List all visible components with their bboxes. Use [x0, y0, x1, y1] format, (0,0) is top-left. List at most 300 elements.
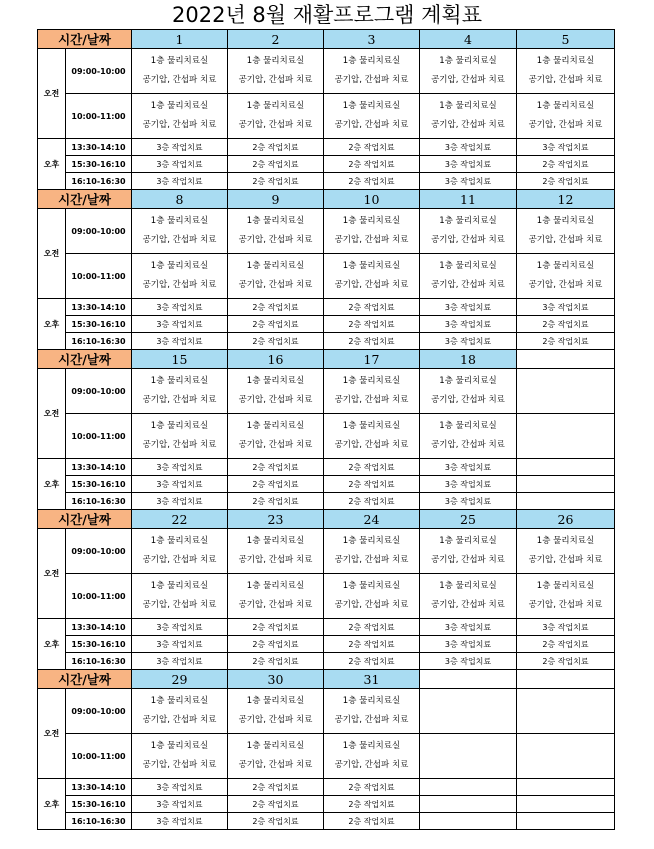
- pm-session-cell: 3층 작업치료: [517, 299, 615, 316]
- time-slot: 16:10-16:30: [66, 173, 132, 190]
- pm-session-cell: 2층 작업치료: [324, 333, 420, 350]
- pm-row: [38, 493, 615, 510]
- pm-session-cell: [420, 779, 517, 796]
- am-session-cell: [324, 209, 420, 254]
- am-session-therapy: 공기압, 간섭파 치료: [431, 235, 505, 245]
- pm-session-cell: 2층 작업치료: [324, 173, 420, 190]
- am-session-therapy: 공기압, 간섭파 치료: [334, 555, 409, 565]
- am-session-therapy: 공기압, 간섭파 치료: [238, 280, 313, 290]
- period-am-label: 오전: [38, 49, 66, 139]
- am-session-therapy: 공기압, 간섭파 치료: [528, 555, 603, 565]
- am-session-location: 1층 물리치료실: [246, 741, 305, 751]
- pm-session-cell: 2층 작업치료: [324, 796, 420, 813]
- am-session-location: 1층 물리치료실: [439, 536, 497, 546]
- day-number: 26: [517, 510, 615, 529]
- period-am-label: 오전: [38, 689, 66, 779]
- am-session-cell: [517, 689, 615, 734]
- time-slot: 15:30-16:10: [66, 796, 132, 813]
- am-session-therapy: 공기압, 간섭파 치료: [142, 235, 217, 245]
- am-session-location: 1층 물리치료실: [342, 56, 401, 66]
- am-session-location: 1층 물리치료실: [150, 696, 209, 706]
- pm-session-cell: 3층 작업치료: [132, 156, 228, 173]
- am-session-location: 1층 물리치료실: [439, 216, 497, 226]
- time-slot: 13:30-14:10: [66, 139, 132, 156]
- time-slot: 15:30-16:10: [66, 316, 132, 333]
- schedule-table: [37, 29, 615, 830]
- pm-row: [38, 299, 615, 316]
- am-session-cell: [517, 49, 615, 94]
- am-row: [38, 529, 615, 574]
- pm-session-cell: 2층 작업치료: [228, 653, 324, 670]
- period-am-label: 오전: [38, 529, 66, 619]
- pm-row: [38, 813, 615, 830]
- am-session-cell: [420, 254, 517, 299]
- am-session-cell: [228, 254, 324, 299]
- am-session-therapy: 공기압, 간섭파 치료: [431, 600, 505, 610]
- pm-session-cell: 2층 작업치료: [228, 493, 324, 510]
- am-session-cell: [132, 414, 228, 459]
- week-header-row: [38, 670, 615, 689]
- am-session-cell: [420, 529, 517, 574]
- am-session-cell: [420, 94, 517, 139]
- am-session-therapy: 공기압, 간섭파 치료: [334, 120, 409, 130]
- week-header-row: [38, 190, 615, 209]
- pm-session-cell: 3층 작업치료: [420, 636, 517, 653]
- time-slot: 10:00-11:00: [66, 254, 132, 299]
- am-session-cell: [420, 734, 517, 779]
- am-session-cell: [517, 209, 615, 254]
- period-pm-label: 오후: [38, 299, 66, 350]
- am-session-therapy: 공기압, 간섭파 치료: [142, 760, 217, 770]
- week-header-row: [38, 350, 615, 369]
- pm-session-cell: 2층 작업치료: [324, 316, 420, 333]
- pm-session-cell: 3층 작업치료: [420, 139, 517, 156]
- pm-row: [38, 316, 615, 333]
- pm-session-cell: 3층 작업치료: [132, 636, 228, 653]
- am-session-location: 1층 물리치료실: [246, 376, 305, 386]
- time-slot: 15:30-16:10: [66, 636, 132, 653]
- pm-row: [38, 796, 615, 813]
- am-session-therapy: 공기압, 간섭파 치료: [238, 760, 313, 770]
- pm-session-cell: [517, 813, 615, 830]
- am-session-location: 1층 물리치료실: [342, 216, 401, 226]
- am-session-therapy: 공기압, 간섭파 치료: [142, 715, 217, 725]
- am-session-location: 1층 물리치료실: [246, 261, 305, 271]
- am-session-location: 1층 물리치료실: [536, 216, 595, 226]
- pm-session-cell: 2층 작업치료: [228, 333, 324, 350]
- pm-row: [38, 173, 615, 190]
- am-session-location: 1층 물리치료실: [150, 421, 209, 431]
- am-session-therapy: 공기압, 간섭파 치료: [528, 600, 603, 610]
- am-session-therapy: 공기압, 간섭파 치료: [142, 75, 217, 85]
- day-number: 30: [228, 670, 324, 689]
- day-number: 5: [517, 30, 615, 49]
- am-session-therapy: 공기압, 간섭파 치료: [238, 600, 313, 610]
- am-row: [38, 369, 615, 414]
- pm-session-cell: 2층 작업치료: [324, 653, 420, 670]
- am-session-location: 1층 물리치료실: [342, 376, 401, 386]
- am-session-therapy: 공기압, 간섭파 치료: [142, 440, 217, 450]
- am-session-location: 1층 물리치료실: [246, 216, 305, 226]
- am-session-cell: [517, 529, 615, 574]
- pm-session-cell: 3층 작업치료: [132, 779, 228, 796]
- am-session-cell: [228, 529, 324, 574]
- am-session-cell: [324, 94, 420, 139]
- am-row: [38, 734, 615, 779]
- am-session-location: 1층 물리치료실: [536, 536, 595, 546]
- pm-row: [38, 636, 615, 653]
- am-session-therapy: 공기압, 간섭파 치료: [238, 75, 313, 85]
- am-session-therapy: 공기압, 간섭파 치료: [238, 555, 313, 565]
- week-header-row: [38, 510, 615, 529]
- pm-session-cell: [517, 459, 615, 476]
- period-am-label: 오전: [38, 209, 66, 299]
- am-session-therapy: 공기압, 간섭파 치료: [334, 715, 409, 725]
- pm-session-cell: 3층 작업치료: [420, 333, 517, 350]
- time-slot: 10:00-11:00: [66, 94, 132, 139]
- pm-session-cell: 2층 작업치료: [228, 779, 324, 796]
- am-session-location: 1층 물리치료실: [342, 421, 401, 431]
- am-session-location: 1층 물리치료실: [536, 261, 595, 271]
- time-slot: 15:30-16:10: [66, 156, 132, 173]
- pm-session-cell: 2층 작업치료: [324, 139, 420, 156]
- am-session-therapy: 공기압, 간섭파 치료: [431, 440, 505, 450]
- pm-session-cell: 3층 작업치료: [132, 173, 228, 190]
- time-slot: 09:00-10:00: [66, 369, 132, 414]
- am-session-cell: [420, 574, 517, 619]
- am-session-cell: [132, 369, 228, 414]
- am-session-therapy: 공기압, 간섭파 치료: [142, 280, 217, 290]
- am-session-location: 1층 물리치료실: [246, 536, 305, 546]
- pm-session-cell: 3층 작업치료: [132, 493, 228, 510]
- am-session-location: 1층 물리치료실: [536, 581, 595, 591]
- am-session-therapy: 공기압, 간섭파 치료: [334, 235, 409, 245]
- time-slot: 09:00-10:00: [66, 209, 132, 254]
- time-slot: 13:30-14:10: [66, 619, 132, 636]
- day-number: 4: [420, 30, 517, 49]
- am-session-therapy: 공기압, 간섭파 치료: [334, 280, 409, 290]
- am-session-cell: [324, 254, 420, 299]
- time-slot: 10:00-11:00: [66, 734, 132, 779]
- pm-session-cell: 2층 작업치료: [324, 156, 420, 173]
- am-session-cell: [228, 49, 324, 94]
- am-session-cell: [324, 734, 420, 779]
- day-number: 16: [228, 350, 324, 369]
- pm-row: [38, 459, 615, 476]
- pm-session-cell: 3층 작업치료: [420, 493, 517, 510]
- pm-session-cell: 3층 작업치료: [132, 139, 228, 156]
- day-number: 10: [324, 190, 420, 209]
- am-session-location: 1층 물리치료실: [150, 581, 209, 591]
- pm-session-cell: 3층 작업치료: [132, 476, 228, 493]
- day-number: 22: [132, 510, 228, 529]
- day-number: [517, 350, 615, 369]
- am-session-therapy: 공기압, 간섭파 치료: [142, 600, 217, 610]
- pm-session-cell: 2층 작업치료: [324, 619, 420, 636]
- day-number: 31: [324, 670, 420, 689]
- am-session-cell: [132, 94, 228, 139]
- pm-session-cell: 2층 작업치료: [517, 173, 615, 190]
- period-pm-label: 오후: [38, 779, 66, 830]
- pm-session-cell: 3층 작업치료: [132, 316, 228, 333]
- pm-session-cell: 3층 작업치료: [420, 299, 517, 316]
- time-slot: 15:30-16:10: [66, 476, 132, 493]
- am-row: [38, 414, 615, 459]
- day-number: 29: [132, 670, 228, 689]
- am-session-therapy: 공기압, 간섭파 치료: [431, 280, 505, 290]
- am-row: [38, 94, 615, 139]
- am-session-therapy: 공기압, 간섭파 치료: [334, 440, 409, 450]
- day-number: 18: [420, 350, 517, 369]
- am-session-cell: [228, 94, 324, 139]
- am-row: [38, 254, 615, 299]
- pm-session-cell: [420, 813, 517, 830]
- am-session-cell: [132, 529, 228, 574]
- pm-session-cell: 2층 작업치료: [228, 316, 324, 333]
- day-number: 1: [132, 30, 228, 49]
- am-session-cell: [420, 49, 517, 94]
- am-session-location: 1층 물리치료실: [150, 741, 209, 751]
- pm-session-cell: 2층 작업치료: [228, 796, 324, 813]
- am-session-location: 1층 물리치료실: [342, 741, 401, 751]
- am-session-cell: [228, 414, 324, 459]
- am-session-therapy: 공기압, 간섭파 치료: [238, 440, 313, 450]
- day-number: 23: [228, 510, 324, 529]
- pm-row: [38, 779, 615, 796]
- pm-session-cell: 2층 작업치료: [228, 813, 324, 830]
- pm-row: [38, 619, 615, 636]
- am-session-therapy: 공기압, 간섭파 치료: [142, 395, 217, 405]
- pm-session-cell: 3층 작업치료: [420, 156, 517, 173]
- time-date-label: 시간/날짜: [38, 510, 132, 529]
- period-pm-label: 오후: [38, 619, 66, 670]
- time-date-label: 시간/날짜: [38, 350, 132, 369]
- am-session-therapy: 공기압, 간섭파 치료: [238, 715, 313, 725]
- am-session-cell: [132, 49, 228, 94]
- pm-session-cell: 2층 작업치료: [324, 476, 420, 493]
- am-session-location: 1층 물리치료실: [246, 581, 305, 591]
- pm-session-cell: 2층 작업치료: [324, 779, 420, 796]
- pm-session-cell: 2층 작업치료: [324, 813, 420, 830]
- time-slot: 09:00-10:00: [66, 49, 132, 94]
- am-session-cell: [324, 369, 420, 414]
- am-session-location: 1층 물리치료실: [342, 536, 401, 546]
- am-session-location: 1층 물리치료실: [150, 216, 209, 226]
- am-session-cell: [517, 414, 615, 459]
- am-session-location: 1층 물리치료실: [246, 56, 305, 66]
- am-session-therapy: 공기압, 간섭파 치료: [238, 120, 313, 130]
- pm-row: [38, 653, 615, 670]
- day-number: [517, 670, 615, 689]
- week-header-row: [38, 30, 615, 49]
- pm-session-cell: 2층 작업치료: [228, 476, 324, 493]
- pm-session-cell: 3층 작업치료: [132, 796, 228, 813]
- period-am-label: 오전: [38, 369, 66, 459]
- am-session-cell: [132, 574, 228, 619]
- am-session-location: 1층 물리치료실: [439, 421, 497, 431]
- am-session-cell: [228, 734, 324, 779]
- am-session-cell: [132, 209, 228, 254]
- pm-session-cell: 2층 작업치료: [324, 459, 420, 476]
- day-number: 12: [517, 190, 615, 209]
- day-number: 2: [228, 30, 324, 49]
- pm-session-cell: 3층 작업치료: [132, 813, 228, 830]
- time-slot: 16:10-16:30: [66, 493, 132, 510]
- am-session-location: 1층 물리치료실: [150, 536, 209, 546]
- day-number: 8: [132, 190, 228, 209]
- time-slot: 09:00-10:00: [66, 689, 132, 734]
- am-session-location: 1층 물리치료실: [246, 421, 305, 431]
- am-session-therapy: 공기압, 간섭파 치료: [142, 555, 217, 565]
- am-session-cell: [132, 689, 228, 734]
- am-session-cell: [517, 734, 615, 779]
- am-session-therapy: 공기압, 간섭파 치료: [334, 395, 409, 405]
- am-session-therapy: 공기압, 간섭파 치료: [528, 120, 603, 130]
- am-session-location: 1층 물리치료실: [439, 56, 497, 66]
- period-pm-label: 오후: [38, 459, 66, 510]
- pm-session-cell: 2층 작업치료: [324, 636, 420, 653]
- am-session-therapy: 공기압, 간섭파 치료: [334, 760, 409, 770]
- am-session-location: 1층 물리치료실: [439, 581, 497, 591]
- time-slot: 10:00-11:00: [66, 414, 132, 459]
- am-session-cell: [420, 209, 517, 254]
- am-session-cell: [420, 689, 517, 734]
- am-session-cell: [228, 369, 324, 414]
- pm-session-cell: 2층 작업치료: [517, 156, 615, 173]
- pm-session-cell: [420, 796, 517, 813]
- pm-session-cell: 2층 작업치료: [228, 173, 324, 190]
- am-session-cell: [132, 254, 228, 299]
- pm-row: [38, 139, 615, 156]
- day-number: 9: [228, 190, 324, 209]
- am-session-therapy: 공기압, 간섭파 치료: [142, 120, 217, 130]
- page-title: 2022년 8월 재활프로그램 계획표: [172, 3, 482, 27]
- pm-session-cell: 3층 작업치료: [420, 619, 517, 636]
- pm-session-cell: 3층 작업치료: [517, 139, 615, 156]
- am-session-cell: [228, 689, 324, 734]
- am-session-location: 1층 물리치료실: [439, 101, 497, 111]
- am-session-location: 1층 물리치료실: [536, 56, 595, 66]
- am-session-cell: [420, 369, 517, 414]
- am-session-therapy: 공기압, 간섭파 치료: [431, 75, 505, 85]
- pm-session-cell: 3층 작업치료: [132, 299, 228, 316]
- time-slot: 16:10-16:30: [66, 333, 132, 350]
- pm-session-cell: 3층 작업치료: [420, 476, 517, 493]
- day-number: 17: [324, 350, 420, 369]
- day-number: 11: [420, 190, 517, 209]
- am-session-location: 1층 물리치료실: [246, 101, 305, 111]
- am-session-cell: [324, 49, 420, 94]
- pm-session-cell: 2층 작업치료: [324, 299, 420, 316]
- am-session-therapy: 공기압, 간섭파 치료: [528, 235, 603, 245]
- pm-session-cell: 2층 작업치료: [228, 636, 324, 653]
- am-session-location: 1층 물리치료실: [342, 261, 401, 271]
- am-session-location: 1층 물리치료실: [536, 101, 595, 111]
- pm-session-cell: [517, 796, 615, 813]
- am-session-cell: [517, 254, 615, 299]
- day-number: 3: [324, 30, 420, 49]
- am-session-therapy: 공기압, 간섭파 치료: [238, 395, 313, 405]
- pm-session-cell: 3층 작업치료: [132, 619, 228, 636]
- day-number: 25: [420, 510, 517, 529]
- am-session-therapy: 공기압, 간섭파 치료: [431, 395, 505, 405]
- pm-session-cell: [517, 779, 615, 796]
- am-session-therapy: 공기압, 간섭파 치료: [334, 600, 409, 610]
- time-date-label: 시간/날짜: [38, 670, 132, 689]
- pm-session-cell: [517, 493, 615, 510]
- day-number: 15: [132, 350, 228, 369]
- am-session-location: 1층 물리치료실: [342, 581, 401, 591]
- am-session-location: 1층 물리치료실: [439, 261, 497, 271]
- pm-session-cell: 2층 작업치료: [228, 139, 324, 156]
- pm-session-cell: [517, 476, 615, 493]
- pm-session-cell: 2층 작업치료: [228, 299, 324, 316]
- time-date-label: 시간/날짜: [38, 190, 132, 209]
- am-session-cell: [228, 574, 324, 619]
- pm-session-cell: 3층 작업치료: [517, 619, 615, 636]
- am-session-cell: [132, 734, 228, 779]
- time-slot: 16:10-16:30: [66, 653, 132, 670]
- am-row: [38, 574, 615, 619]
- pm-session-cell: 2층 작업치료: [228, 156, 324, 173]
- pm-session-cell: 3층 작업치료: [132, 653, 228, 670]
- am-session-therapy: 공기압, 간섭파 치료: [431, 120, 505, 130]
- pm-session-cell: 2층 작업치료: [228, 459, 324, 476]
- time-slot: 16:10-16:30: [66, 813, 132, 830]
- am-session-therapy: 공기압, 간섭파 치료: [431, 555, 505, 565]
- pm-session-cell: 3층 작업치료: [420, 316, 517, 333]
- am-session-location: 1층 물리치료실: [150, 56, 209, 66]
- day-number: [420, 670, 517, 689]
- pm-session-cell: 3층 작업치료: [420, 459, 517, 476]
- time-date-label: 시간/날짜: [38, 30, 132, 49]
- am-session-therapy: 공기압, 간섭파 치료: [528, 280, 603, 290]
- am-session-cell: [324, 529, 420, 574]
- pm-session-cell: 3층 작업치료: [132, 459, 228, 476]
- am-session-cell: [228, 209, 324, 254]
- pm-session-cell: 3층 작업치료: [420, 653, 517, 670]
- pm-session-cell: 3층 작업치료: [132, 333, 228, 350]
- am-session-cell: [324, 574, 420, 619]
- am-session-location: 1층 물리치료실: [439, 376, 497, 386]
- day-number: 24: [324, 510, 420, 529]
- pm-row: [38, 156, 615, 173]
- pm-row: [38, 333, 615, 350]
- pm-row: [38, 476, 615, 493]
- am-session-location: 1층 물리치료실: [150, 261, 209, 271]
- pm-session-cell: 2층 작업치료: [517, 316, 615, 333]
- am-row: [38, 689, 615, 734]
- am-session-cell: [517, 369, 615, 414]
- am-session-therapy: 공기압, 간섭파 치료: [334, 75, 409, 85]
- time-slot: 13:30-14:10: [66, 299, 132, 316]
- pm-session-cell: 3층 작업치료: [420, 173, 517, 190]
- am-session-cell: [324, 414, 420, 459]
- time-slot: 09:00-10:00: [66, 529, 132, 574]
- pm-session-cell: 2층 작업치료: [324, 493, 420, 510]
- am-session-cell: [420, 414, 517, 459]
- period-pm-label: 오후: [38, 139, 66, 190]
- am-session-cell: [517, 94, 615, 139]
- time-slot: 13:30-14:10: [66, 779, 132, 796]
- am-session-therapy: 공기압, 간섭파 치료: [528, 75, 603, 85]
- am-session-location: 1층 물리치료실: [342, 101, 401, 111]
- am-session-therapy: 공기압, 간섭파 치료: [238, 235, 313, 245]
- am-row: [38, 49, 615, 94]
- am-row: [38, 209, 615, 254]
- pm-session-cell: 2층 작업치료: [517, 333, 615, 350]
- am-session-cell: [517, 574, 615, 619]
